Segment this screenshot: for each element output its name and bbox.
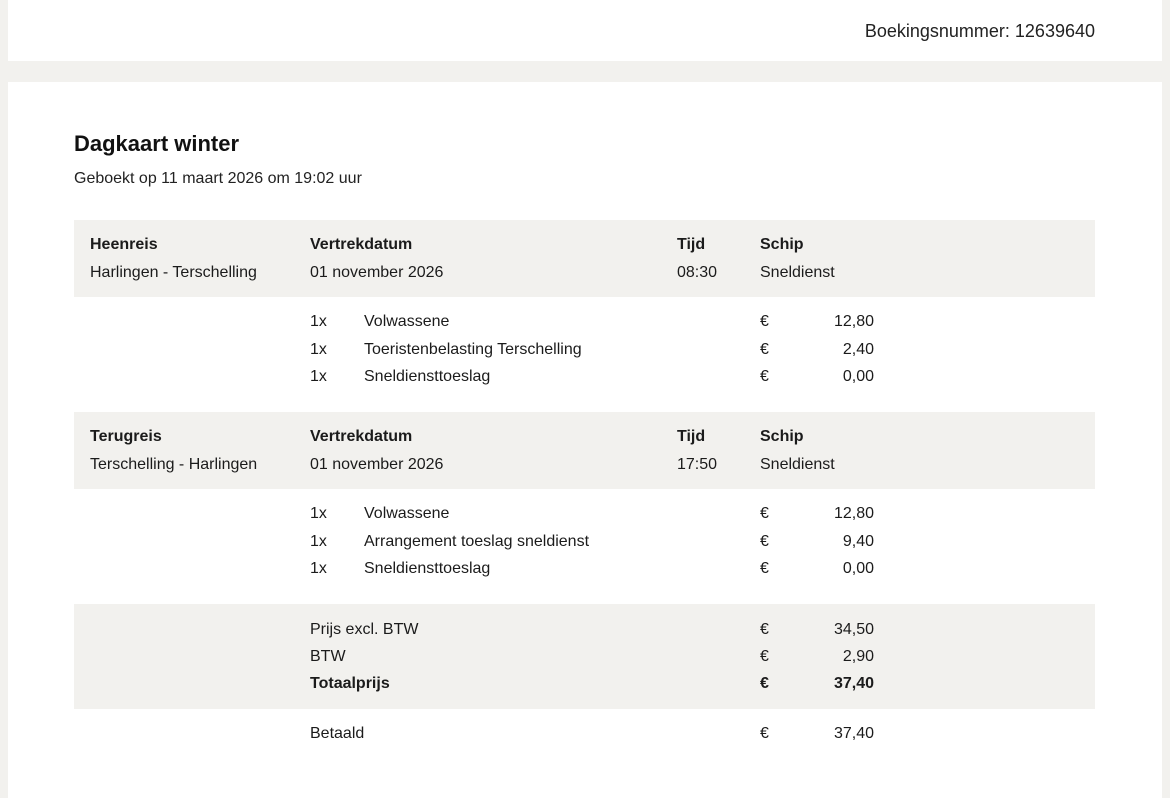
return-time-header: Tijd (677, 428, 706, 445)
item-currency: € (760, 533, 769, 550)
item-amount: 12,80 (833, 313, 874, 330)
top-bar (8, 0, 1162, 61)
vat-amount: 2,90 (842, 648, 874, 665)
item-description: Toeristenbelasting Terschelling (364, 341, 582, 358)
page-title: Dagkaart winter (74, 131, 240, 156)
item-currency: € (760, 505, 769, 522)
item-qty: 1x (310, 313, 327, 330)
paid-amount: 37,40 (833, 725, 874, 742)
total-amount: 37,40 (833, 675, 874, 692)
booking-card (8, 82, 1162, 798)
item-currency: € (760, 341, 769, 358)
vat-label: BTW (310, 648, 346, 665)
item-description: Sneldiensttoeslag (364, 560, 491, 577)
excl-vat-currency: € (760, 621, 769, 638)
outbound-ship-header: Schip (760, 236, 804, 253)
return-date: 01 november 2026 (310, 456, 444, 473)
outbound-route: Harlingen - Terschelling (90, 264, 257, 281)
item-amount: 12,80 (833, 505, 874, 522)
outbound-time-header: Tijd (677, 236, 706, 253)
return-date-header: Vertrekdatum (310, 428, 413, 445)
item-qty: 1x (310, 368, 327, 385)
booked-on-text: Geboekt op 11 maart 2026 om 19:02 uur (74, 170, 362, 187)
outbound-time: 08:30 (677, 264, 718, 281)
booking-number: Boekingsnummer: 12639640 (864, 21, 1095, 41)
item-amount: 0,00 (842, 368, 874, 385)
return-route: Terschelling - Harlingen (90, 456, 258, 473)
item-description: Volwassene (364, 505, 450, 522)
item-amount: 9,40 (842, 533, 874, 550)
item-currency: € (760, 313, 769, 330)
totals-section (74, 604, 1095, 709)
item-description: Arrangement toeslag sneldienst (364, 533, 590, 550)
total-label: Totaalprijs (310, 675, 390, 692)
return-ship: Sneldienst (760, 456, 835, 473)
item-qty: 1x (310, 505, 327, 522)
item-description: Volwassene (364, 313, 450, 330)
return-ship-header: Schip (760, 428, 804, 445)
item-amount: 2,40 (842, 341, 874, 358)
item-description: Sneldiensttoeslag (364, 368, 491, 385)
outbound-date: 01 november 2026 (310, 264, 444, 281)
item-currency: € (760, 560, 769, 577)
excl-vat-amount: 34,50 (833, 621, 874, 638)
item-qty: 1x (310, 341, 327, 358)
outbound-header (74, 220, 1095, 297)
item-amount: 0,00 (842, 560, 874, 577)
item-qty: 1x (310, 560, 327, 577)
paid-currency: € (760, 725, 769, 742)
paid-label: Betaald (310, 725, 365, 742)
outbound-label: Heenreis (90, 236, 158, 253)
return-label: Terugreis (90, 428, 162, 445)
item-currency: € (760, 368, 769, 385)
total-currency: € (760, 675, 769, 692)
outbound-ship: Sneldienst (760, 264, 835, 281)
return-header (74, 412, 1095, 489)
vat-currency: € (760, 648, 769, 665)
return-time: 17:50 (677, 456, 718, 473)
excl-vat-label: Prijs excl. BTW (310, 621, 419, 638)
item-qty: 1x (310, 533, 327, 550)
outbound-date-header: Vertrekdatum (310, 236, 413, 253)
